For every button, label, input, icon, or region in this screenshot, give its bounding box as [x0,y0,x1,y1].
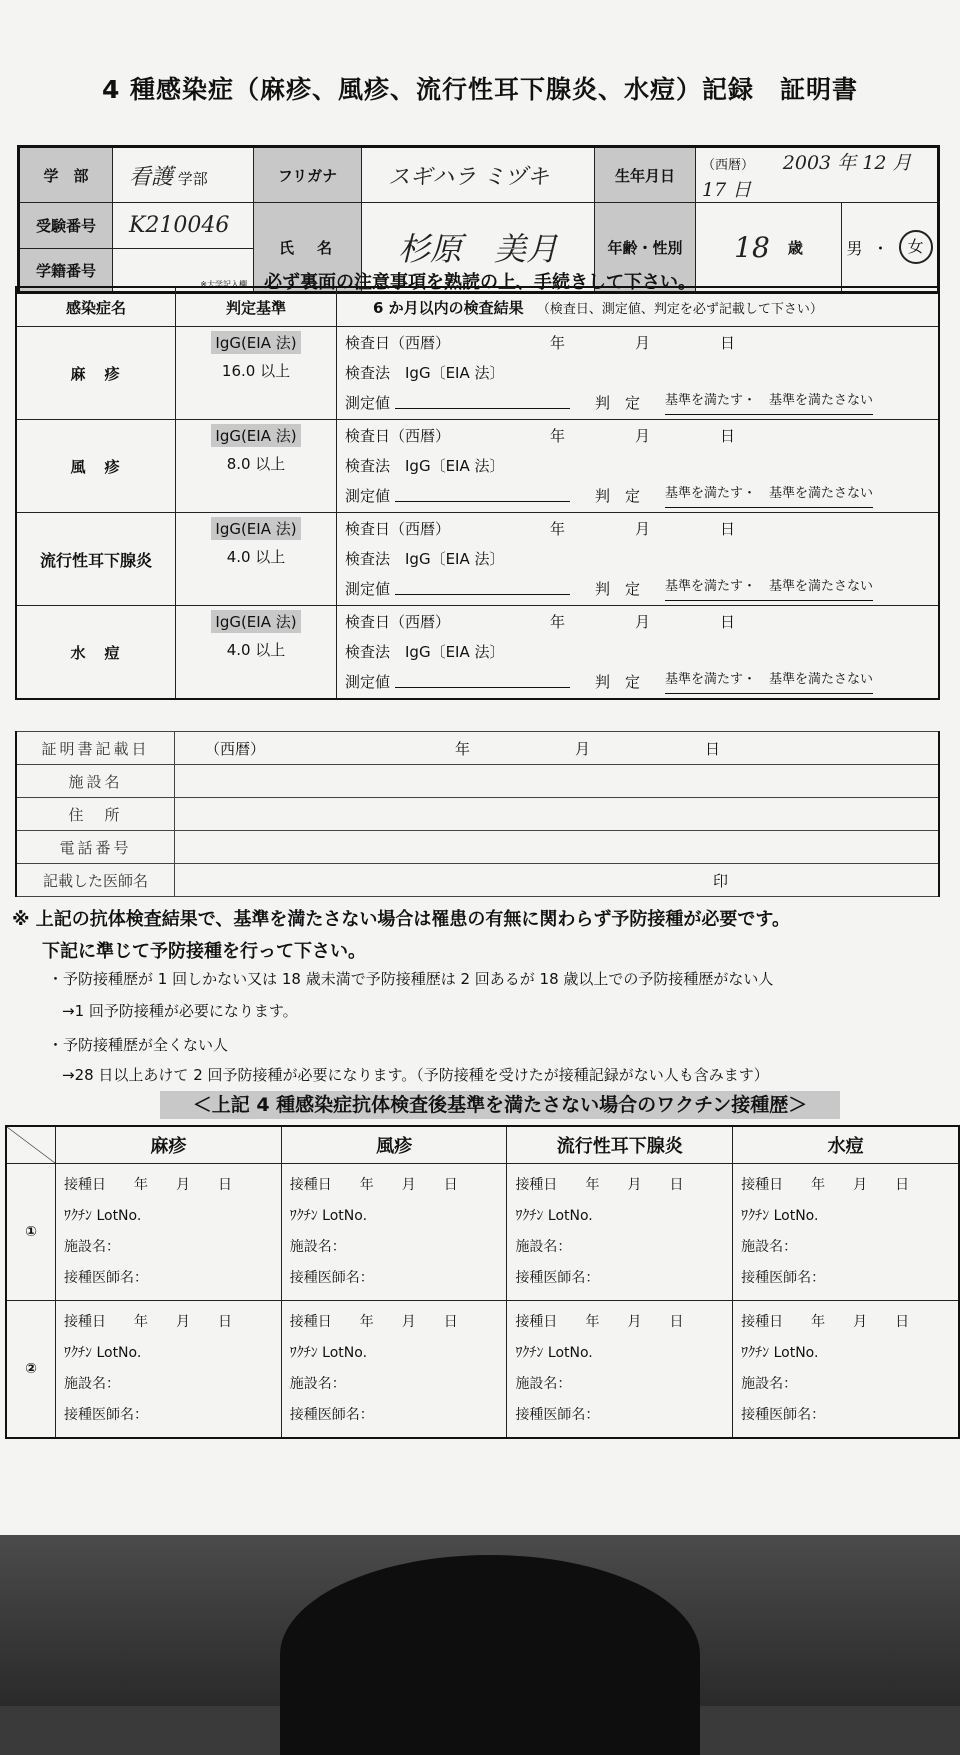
year-label: 年 [359,1177,374,1193]
age-value[interactable]: 18 [734,230,770,264]
year-label: 年 [585,1177,600,1193]
year-label: 年 [359,1314,374,1330]
month-label: 月 [176,1177,190,1193]
day-label: 日 [895,1314,910,1330]
background-surface [0,1535,960,1706]
test-row-measles [16,327,939,420]
judge-label: 判 定 [595,580,641,598]
judge-label: 判 定 [595,673,641,691]
measured-value-field[interactable] [395,687,570,688]
doctor-label: 接種医師名： [741,1270,826,1286]
background-shadow [280,1555,700,1755]
facility-label: 施設名： [741,1376,798,1392]
criteria-threshold: 4.0 以上 [226,641,286,659]
year-label: 年 [550,334,566,352]
month-label: 月 [627,1314,642,1330]
judgement-options[interactable] [665,574,873,601]
test-method-label: 検査法 IgG〔EIA 法〕 [345,364,505,382]
judge-ok-option[interactable]: 基準を満たす・ [665,393,757,408]
lot-number-label: ﾜｸﾁﾝ LotNo. [515,1208,593,1224]
judge-ok-option[interactable]: 基準を満たす・ [665,672,757,687]
dob-label: 生年月日 [595,147,696,203]
criteria-threshold: 16.0 以上 [221,362,291,380]
judge-ng-option[interactable]: 基準を満たさない [769,672,874,687]
year-label: 年 [811,1314,826,1330]
day-label: 日 [720,613,736,631]
vaccine-cell[interactable] [281,1301,507,1439]
month-label: 月 [853,1314,868,1330]
lot-number-label: ﾜｸﾁﾝ LotNo. [515,1345,593,1361]
vaccine-history-banner: ＜上記 4 種感染症抗体検査後基準を満たさない場合のワクチン接種歴＞ [160,1091,840,1119]
test-date-label: 検査日（西暦） [345,427,451,445]
note-line-2: 下記に準じて予防接種を行って下さい。 [42,941,366,962]
note-bullet-2: ・予防接種歴が全くない人 [48,1036,229,1054]
month-label: 月 [635,520,651,538]
vaccine-cell[interactable] [56,1164,282,1301]
col-results: 6 か月以内の検査結果 [373,298,524,317]
lot-number-label: ﾜｸﾁﾝ LotNo. [741,1208,819,1224]
measured-value-label: 測定値 [345,580,391,598]
facility-label: 施設名： [64,1239,120,1255]
year-label: 年 [550,520,566,538]
vaccination-date-label: 接種日 [289,1177,332,1193]
vaccine-col-varicella: 水痘 [733,1126,959,1164]
year-label: 年 [134,1177,148,1193]
measured-value-label: 測定値 [345,487,391,505]
criteria-method: IgG(EIA 法) [211,424,300,447]
doctor-label: 接種医師名： [64,1270,148,1286]
vaccine-cell[interactable] [56,1301,282,1439]
month-label: 月 [176,1314,190,1330]
day-label: 日 [218,1314,232,1330]
col-disease: 感染症名 [16,287,176,327]
measured-value-field[interactable] [395,501,570,502]
cert-month-label: 月 [575,740,591,758]
lot-number-label: ﾜｸﾁﾝ LotNo. [64,1345,142,1361]
judge-ok-option[interactable]: 基準を満たす・ [665,486,757,501]
vaccine-row-number: ① [6,1164,56,1301]
vaccine-col-rubella: 風疹 [281,1126,507,1164]
judgement-options[interactable] [665,388,873,415]
day-label: 日 [720,334,736,352]
facility-field[interactable] [175,765,940,798]
test-date-label: 検査日（西暦） [345,334,451,352]
facility-label: 施設名： [64,1376,120,1392]
judge-ng-option[interactable]: 基準を満たさない [769,486,874,501]
cert-year-label: 年 [455,740,471,758]
col-results-note: （検査日、測定値、判定を必ず記載して下さい） [536,301,823,317]
exam-number-label: 受験番号 [19,203,113,249]
criteria-method: IgG(EIA 法) [211,331,300,354]
facility-label: 施設名： [289,1239,346,1255]
note-arrow-2: →28 日以上あけて 2 回予防接種が必要になります。（予防接種を受けたが接種記録がない人も含みます） [62,1066,769,1084]
lot-number-label: ﾜｸﾁﾝ LotNo. [64,1208,142,1224]
address-field[interactable] [175,798,940,831]
cert-date-field[interactable] [175,732,940,765]
measured-value-field[interactable] [395,408,570,409]
vaccine-cell[interactable] [281,1164,507,1301]
note-line-1: ※ 上記の抗体検査結果で、基準を満たさない場合は罹患の有無に関わらず予防接種が必要です。 [12,909,790,930]
cert-day-label: 日 [705,740,721,758]
furigana-value[interactable]: スギハラ ミヅキ [388,164,549,190]
lot-number-label: ﾜｸﾁﾝ LotNo. [289,1345,368,1361]
doctor-label: 記載した医師名 [16,864,175,897]
vaccine-cell[interactable] [507,1164,733,1301]
facility-label: 施設名 [16,765,175,798]
vaccination-date-label: 接種日 [741,1177,784,1193]
vaccine-col-mumps: 流行性耳下腺炎 [507,1126,733,1164]
furigana-label: フリガナ [254,147,362,203]
disease-name: 風 疹 [16,420,176,513]
col-criteria: 判定基準 [176,287,337,327]
faculty-label: 学 部 [19,147,113,203]
test-row-mumps [16,513,939,606]
doctor-label: 接種医師名： [515,1407,600,1423]
day-label: 日 [895,1177,910,1193]
disease-name: 麻 疹 [16,327,176,420]
judge-label: 判 定 [595,394,641,412]
vaccine-cell[interactable] [507,1301,733,1439]
judge-ng-option[interactable]: 基準を満たさない [769,393,874,408]
test-row-varicella [16,606,939,700]
seal-mark: 印 [712,871,728,890]
vaccine-cell[interactable] [733,1164,959,1301]
facility-label: 施設名： [515,1239,572,1255]
cert-date-era: （西暦） [205,740,266,758]
lot-number-label: ﾜｸﾁﾝ LotNo. [741,1345,819,1361]
vaccine-col-measles: 麻疹 [56,1126,282,1164]
judge-label: 判 定 [595,487,641,505]
year-label: 年 [550,427,566,445]
vaccination-date-label: 接種日 [515,1314,558,1330]
faculty-suffix: 学部 [177,169,208,188]
year-label: 年 [585,1314,600,1330]
doctor-label: 接種医師名： [289,1270,374,1286]
faculty-value[interactable]: 看護 [129,164,174,190]
vaccine-cell[interactable] [733,1301,959,1439]
year-label: 年 [134,1314,148,1330]
day-label: 日 [443,1177,458,1193]
student-number-label: 学籍番号 [19,249,113,293]
year-label: 年 [550,613,566,631]
test-row-rubella [16,420,939,513]
day-label: 日 [720,427,736,445]
judgement-options[interactable] [665,667,873,694]
phone-label: 電話番号 [16,831,175,864]
month-label: 月 [853,1177,868,1193]
doctor-field[interactable] [175,864,940,897]
day-label: 日 [218,1177,232,1193]
age-unit: 歳 [787,238,803,257]
facility-label: 施設名： [289,1376,346,1392]
criteria-threshold: 8.0 以上 [226,455,286,473]
note-bullet-1: ・予防接種歴が 1 回しかない又は 18 歳未満で予防接種歴は 2 回あるが 18 歳以上での予防接種歴がない人 [48,970,774,988]
sex-female-option-circled[interactable]: 女 [899,230,933,264]
address-label: 住 所 [16,798,175,831]
vaccination-date-label: 接種日 [64,1314,106,1330]
disease-name: 水 痘 [16,606,176,700]
measured-value-label: 測定値 [345,673,391,691]
day-label: 日 [443,1314,458,1330]
vaccination-date-label: 接種日 [64,1177,106,1193]
vaccine-row-number: ② [6,1301,56,1439]
criteria-method: IgG(EIA 法) [211,517,300,540]
month-label: 月 [627,1177,642,1193]
judge-ng-option[interactable]: 基準を満たさない [769,579,874,594]
month-label: 月 [401,1177,416,1193]
test-date-label: 検査日（西暦） [345,613,451,631]
document-title: 4 種感染症（麻疹、風疹、流行性耳下腺炎、水痘）記録 証明書 [101,75,859,104]
test-date-label: 検査日（西暦） [345,520,451,538]
corner-cell [6,1126,56,1164]
measured-value-label: 測定値 [345,394,391,412]
antibody-test-table [15,286,940,700]
doctor-label: 接種医師名： [515,1270,600,1286]
dob-era: （西暦） [702,158,755,173]
test-method-label: 検査法 IgG〔EIA 法〕 [345,643,505,661]
dob-value[interactable]: 2003 年 12 月 17 日 [702,152,912,201]
facility-label: 施設名： [741,1239,798,1255]
sex-separator: ・ [872,238,889,258]
lot-number-label: ﾜｸﾁﾝ LotNo. [289,1208,368,1224]
phone-field[interactable] [175,831,940,864]
doctor-label: 接種医師名： [64,1407,148,1423]
note-arrow-1: →1 回予防接種が必要になります。 [62,1002,298,1020]
name-value[interactable]: 杉原 美月 [398,230,559,268]
age-sex-label: 年齢・性別 [595,203,696,293]
disease-name: 流行性耳下腺炎 [16,513,176,606]
judge-ok-option[interactable]: 基準を満たす・ [665,579,757,594]
notice-text: 必ず裏面の注意事項を熟読の上、手続きして下さい。 [264,272,696,293]
vaccination-date-label: 接種日 [741,1314,784,1330]
day-label: 日 [720,520,736,538]
name-label: 氏 名 [254,203,362,293]
month-label: 月 [635,427,651,445]
test-method-label: 検査法 IgG〔EIA 法〕 [345,457,505,475]
certificate-info-table [15,731,940,897]
month-label: 月 [635,334,651,352]
sex-male-option[interactable]: 男 [846,238,863,258]
judgement-options[interactable] [665,481,873,508]
doctor-label: 接種医師名： [289,1407,374,1423]
test-method-label: 検査法 IgG〔EIA 法〕 [345,550,505,568]
year-label: 年 [811,1177,826,1193]
student-number-note: ※大学記入欄 [200,280,247,289]
doctor-label: 接種医師名： [741,1407,826,1423]
criteria-method: IgG(EIA 法) [211,610,300,633]
month-label: 月 [635,613,651,631]
measured-value-field[interactable] [395,594,570,595]
vaccine-history-table [5,1125,960,1439]
day-label: 日 [669,1314,684,1330]
vaccination-date-label: 接種日 [289,1314,332,1330]
criteria-threshold: 4.0 以上 [226,548,286,566]
facility-label: 施設名： [515,1376,572,1392]
exam-number-value[interactable]: K210046 [129,213,230,239]
vaccination-date-label: 接種日 [515,1177,558,1193]
day-label: 日 [669,1177,684,1193]
cert-date-label: 証明書記載日 [16,732,175,765]
month-label: 月 [401,1314,416,1330]
